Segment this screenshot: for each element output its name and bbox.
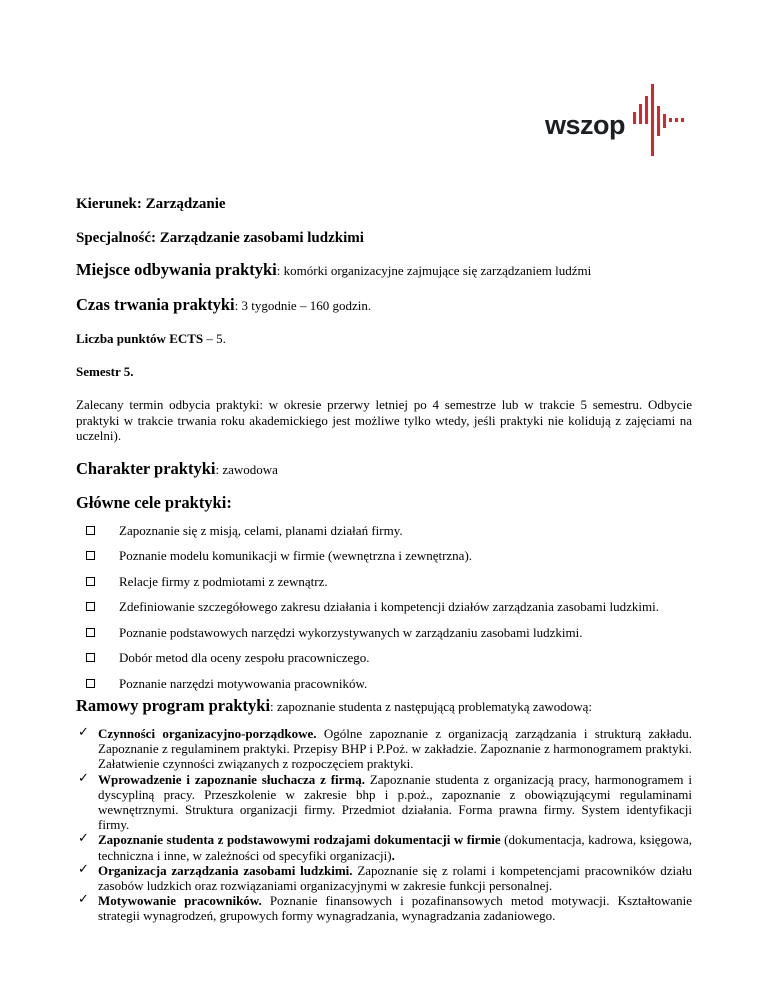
checkbox-square-icon bbox=[86, 577, 95, 586]
program-label: Ramowy program praktyki bbox=[76, 696, 271, 715]
checkbox-square-icon bbox=[86, 526, 95, 535]
specjalnosc-line bbox=[76, 230, 692, 247]
czas-value: : 3 tygodnie – 160 godzin. bbox=[234, 298, 372, 313]
cele-item-text: Poznanie modelu komunikacji w firmie (wewnętrzna i zewnętrzna). bbox=[119, 548, 473, 563]
list-item bbox=[76, 863, 692, 893]
checkbox-square-icon bbox=[86, 602, 95, 611]
list-item bbox=[76, 523, 692, 539]
checkbox-square-icon bbox=[86, 551, 95, 560]
list-item bbox=[76, 574, 692, 590]
cele-heading-text: Główne cele praktyki: bbox=[76, 492, 232, 512]
cele-item-text: Dobór metod dla oceny zespołu pracowniczego. bbox=[119, 650, 370, 665]
program-item-text: Zapoznanie studenta z organizacją pracy, harmonogramem i dyscypliną pracy. Przeszkolenie w zakresie bhp i p.poż., zapoznanie z obowiązującymi regulaminami wewnętrznymi. Struktura organizacji firmy. Przedmiot działania. Forma prawna firmy. System identyfikacji firmy. bbox=[98, 771, 692, 833]
cele-heading bbox=[76, 493, 692, 513]
program-line bbox=[76, 696, 692, 716]
checkbox-square-icon bbox=[86, 628, 95, 637]
program-item-bold: Motywowanie pracowników. bbox=[98, 893, 262, 909]
checkmark-icon: ✓ bbox=[78, 770, 89, 786]
list-item bbox=[76, 676, 692, 692]
program-item-bold: Wprowadzenie i zapoznanie słuchacza z firmą. bbox=[98, 771, 365, 787]
checkmark-icon: ✓ bbox=[78, 725, 89, 740]
ects-label: Liczba punktów ECTS bbox=[76, 331, 204, 346]
checkmark-icon: ✓ bbox=[78, 861, 89, 877]
ects-value: – 5. bbox=[203, 331, 226, 346]
list-item bbox=[76, 832, 692, 862]
list-item bbox=[76, 650, 692, 666]
cele-item-text: Poznanie podstawowych narzędzi wykorzystywanych w zarządzaniu zasobami ludzkimi. bbox=[119, 624, 583, 640]
list-item bbox=[76, 599, 692, 615]
checkmark-icon: ✓ bbox=[78, 892, 89, 908]
semestr-text: Semestr 5. bbox=[76, 364, 134, 379]
czas-label: Czas trwania praktyki bbox=[76, 295, 235, 314]
cele-item-text: Zdefiniowanie szczegółowego zakresu działania i kompetencji działów zarządzania zasobami ludzkimi. bbox=[119, 599, 659, 614]
miejsce-label: Miejsce odbywania praktyki bbox=[76, 260, 277, 279]
miejsce-line bbox=[76, 260, 692, 280]
checkbox-square-icon bbox=[86, 679, 95, 688]
cele-list bbox=[76, 523, 692, 692]
list-item bbox=[76, 893, 692, 923]
program-list bbox=[76, 726, 692, 924]
charakter-value: : zawodowa bbox=[215, 461, 278, 477]
czas-line bbox=[76, 295, 692, 315]
list-item bbox=[76, 726, 692, 772]
program-item-text: (dokumentacja, kadrowa, księgowa, techniczna i inne, w zależności od specyfiki organizacji) bbox=[98, 832, 692, 863]
program-item-bold: Czynności organizacyjno-porządkowe. bbox=[98, 726, 317, 741]
program-item-text: Poznanie finansowych i pozafinansowych metod motywacji. Kształtowanie strategii wynagrodzeń, grupowych formy wynagradzania, wynagradzania zadaniowego. bbox=[98, 893, 692, 924]
cele-item-text: Zapoznanie się z misją, celami, planami działań firmy. bbox=[119, 522, 403, 538]
kierunek-line bbox=[76, 196, 692, 213]
ects-line bbox=[76, 331, 692, 347]
program-item-bold: Zapoznanie studenta z podstawowymi rodzajami dokumentacji w firmie bbox=[98, 832, 501, 848]
program-item-text: Zapoznanie się z rolami i kompetencjami pracowników działu zasobów ludzkich oraz rozwiązaniami organizacyjnymi w zakresie funkcji personalnej. bbox=[98, 862, 692, 894]
cele-item-text: Poznanie narzędzi motywowania pracowników. bbox=[119, 675, 368, 691]
document-body bbox=[76, 190, 692, 924]
checkbox-square-icon bbox=[86, 653, 95, 662]
logo-text: wszop bbox=[545, 110, 626, 140]
list-item bbox=[76, 625, 692, 641]
kierunek-value: Zarządzanie bbox=[145, 196, 226, 212]
list-item bbox=[76, 548, 692, 564]
program-item-bold: Organizacja zarządzania zasobami ludzkimi. bbox=[98, 862, 353, 878]
cele-item-text: Relacje firmy z podmiotami z zewnątrz. bbox=[119, 573, 328, 589]
checkmark-icon: ✓ bbox=[78, 831, 89, 847]
kierunek-label: Kierunek: bbox=[76, 196, 142, 212]
program-item-tail: . bbox=[391, 847, 395, 863]
wszop-logo bbox=[545, 84, 695, 156]
zalecany-paragraph: Zalecany termin odbycia praktyki: w okresie przerwy letniej po 4 semestrze lub w trakcie 5 semestru. Odbycie praktyki w trakcie trwania roku akademickiego jest możliwe tylko wtedy, jeśli praktyki nie kolidują z zajęciami na uczelni). bbox=[76, 397, 692, 443]
charakter-line bbox=[76, 459, 692, 479]
specjalnosc-label: Specjalność: bbox=[76, 230, 156, 246]
list-item bbox=[76, 772, 692, 833]
specjalnosc-value: Zarządzanie zasobami ludzkimi bbox=[159, 230, 364, 246]
miejsce-value: : komórki organizacyjne zajmujące się zarządzaniem ludźmi bbox=[276, 263, 592, 278]
semestr-line bbox=[76, 364, 692, 380]
program-item-text: Ogólne zapoznanie z organizacją zarządzania i strukturą zakładu. Zapoznanie z regulaminem praktyki. Przepisy BHP i P.Poż. w zakładzie. Zapoznanie z harmonogramem praktyki. Załatwienie czynności związanych z rozpoczęciem praktyki. bbox=[98, 726, 692, 772]
program-value: : zapoznanie studenta z następującą problematyką zawodową: bbox=[270, 699, 593, 714]
charakter-label: Charakter praktyki bbox=[76, 458, 216, 478]
